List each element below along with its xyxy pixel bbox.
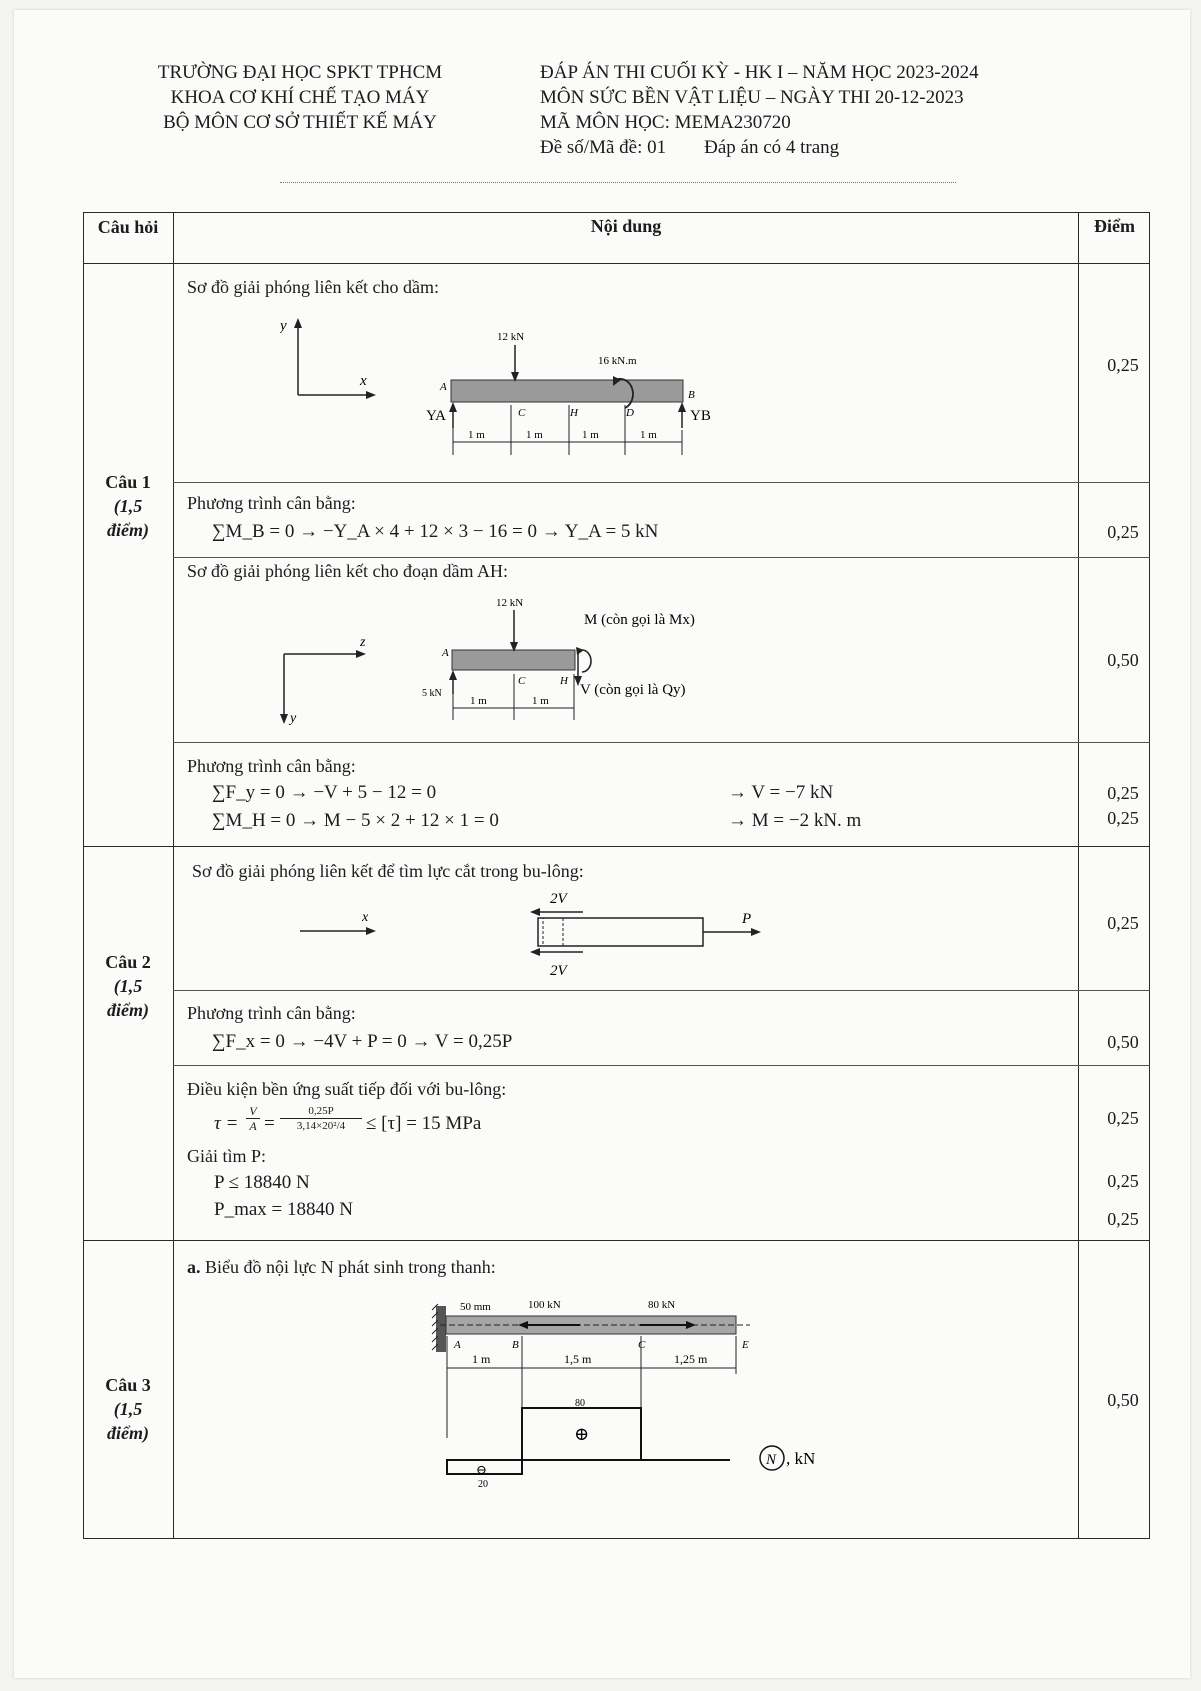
bar-span-2: 1,5 m — [564, 1352, 592, 1366]
moment-label: 16 kN.m — [598, 355, 637, 367]
segment-load-label: 12 kN — [496, 597, 524, 609]
page-count: Đáp án có 4 trang — [704, 137, 840, 158]
bar-span-3: 1,25 m — [674, 1352, 708, 1366]
q2-s4-title: Giải tìm P: — [187, 1146, 267, 1166]
minus-sign-icon: ⊖ — [476, 1462, 487, 1477]
reaction-b-label: YB — [690, 408, 711, 424]
department-name: BỘ MÔN CƠ SỞ THIẾT KẾ MÁY — [163, 112, 437, 133]
internal-moment-arrow-icon — [576, 647, 584, 655]
q1-s2-score: 0,25 — [1107, 522, 1139, 542]
bolt-head — [543, 918, 563, 946]
shear-bottom-arrow-icon — [530, 948, 540, 956]
q3-label: Câu 3 (1,5 điểm) — [105, 1375, 151, 1443]
q1-s3-score: 0,50 — [1107, 650, 1139, 670]
diagram-value-80: 80 — [575, 1398, 585, 1409]
bolt-body — [538, 918, 703, 946]
q2-s4-eq2: P_max = 18840 N — [214, 1199, 353, 1220]
row-line — [173, 990, 1150, 991]
row-line — [173, 557, 1150, 558]
y-axis-arrow-icon — [294, 318, 302, 328]
q2-s1-score: 0,25 — [1107, 913, 1139, 933]
university-name: TRƯỜNG ĐẠI HỌC SPKT TPHCM — [157, 62, 443, 83]
point-d: D — [626, 407, 634, 419]
bar-point-e: E — [742, 1339, 749, 1351]
col-divider-2 — [1078, 212, 1079, 1539]
shear-top-arrow-icon — [530, 908, 540, 916]
point-c: C — [518, 407, 526, 419]
q1-s1-score: 0,25 — [1107, 355, 1139, 375]
q1-s4-res1: → V = −7 kN — [728, 782, 834, 803]
q1-s2-equation: ∑M_B = 0 → −Y_A × 4 + 12 × 3 − 16 = 0 → Y_A = 5 kN — [212, 521, 659, 542]
row-line — [173, 742, 1150, 743]
row-line — [173, 1065, 1150, 1066]
shear-label-v: V (còn gọi là Qy) — [580, 682, 686, 698]
q1-s4-title: Phương trình cân bằng: — [187, 756, 356, 776]
header-content: Nội dung — [590, 216, 662, 236]
q2-bolt-diagram — [290, 885, 770, 985]
internal-moment-arc — [582, 650, 591, 672]
axis-z-label: z — [360, 635, 366, 650]
span-3: 1 m — [582, 429, 599, 441]
q2-s4-score2: 0,25 — [1107, 1209, 1139, 1229]
span-1: 1 m — [468, 429, 485, 441]
q2-s3-score: 0,25 — [1107, 1108, 1139, 1128]
segment-beam — [452, 650, 575, 670]
bar-span-1: 1 m — [472, 1352, 491, 1366]
q1-beam-diagram — [280, 310, 730, 475]
q2-s2-equation: ∑F_x = 0 → −4V + P = 0 → V = 0,25P — [212, 1031, 513, 1052]
shear-bottom-label: 2V — [550, 963, 567, 979]
z-axis-arrow-icon — [356, 650, 366, 658]
q3-s1-score: 0,50 — [1107, 1390, 1139, 1410]
q1-s4-eq1: ∑F_y = 0 → −V + 5 − 12 = 0 — [212, 782, 437, 803]
plus-sign-icon: ⊕ — [574, 1424, 590, 1444]
q3-s1-title: a. Biểu đồ nội lực N phát sinh trong thanh: — [187, 1257, 496, 1277]
diagram-unit: , kN — [786, 1449, 816, 1468]
q1-s2-title: Phương trình cân bằng: — [187, 493, 356, 513]
q2-s4-eq1: P ≤ 18840 N — [214, 1172, 310, 1193]
frac1-den: A — [249, 1119, 257, 1133]
span-4: 1 m — [640, 429, 657, 441]
question-line — [83, 846, 1150, 847]
seg-point-a: A — [442, 647, 449, 659]
q2-s4-score1: 0,25 — [1107, 1171, 1139, 1191]
q2-s2-score: 0,50 — [1107, 1032, 1139, 1052]
q3-bar-diagram — [430, 1290, 870, 1500]
course-date: MÔN SỨC BỀN VẬT LIỆU – NGÀY THI 20-12-2023 — [540, 87, 964, 108]
course-code: MÃ MÔN HỌC: MEMA230720 — [540, 112, 791, 133]
header-score: Điểm — [1094, 216, 1135, 236]
header-row-line — [83, 263, 1150, 264]
q2-label: Câu 2 (1,5 điểm) — [105, 952, 151, 1020]
x-axis-arrow-icon — [366, 927, 376, 935]
row-line — [173, 482, 1150, 483]
segment-reaction-label: 5 kN — [422, 688, 442, 699]
exam-header — [540, 60, 1120, 160]
seg-point-c: C — [518, 675, 526, 687]
load-label: 12 kN — [497, 331, 525, 343]
y-axis-down-arrow-icon — [280, 714, 288, 724]
q2-s2-title: Phương trình cân bằng: — [187, 1003, 356, 1023]
faculty-name: KHOA CƠ KHÍ CHẾ TẠO MÁY — [170, 87, 430, 108]
axis-x-label: x — [360, 373, 367, 389]
s3-tail: ≤ [τ] = 15 MPa — [366, 1113, 482, 1134]
bar-point-a: A — [454, 1339, 461, 1351]
exam-title: ĐÁP ÁN THI CUỐI KỲ - HK I – NĂM HỌC 2023-2024 — [540, 62, 979, 83]
reaction-a-label: YA — [426, 408, 447, 424]
shear-top-label: 2V — [550, 891, 567, 907]
axis-y-label: y — [280, 318, 287, 334]
load-100-label: 100 kN — [528, 1299, 561, 1311]
load-80-label: 80 kN — [648, 1299, 676, 1311]
q2-s3-title: Điều kiện bền ứng suất tiếp đối với bu-lông: — [187, 1079, 507, 1099]
header-divider — [280, 182, 956, 183]
seg-point-h: H — [560, 675, 568, 687]
bolt-axis-label: x — [362, 910, 369, 925]
frac2-den: 3,14×20²/4 — [296, 1120, 346, 1132]
q1-s3-title: Sơ đồ giải phóng liên kết cho đoạn dầm AH: — [187, 561, 508, 581]
q1-label: Câu 1 (1,5 điểm) — [105, 472, 151, 540]
force-p-arrow-icon — [751, 928, 761, 936]
q1-s4-score2: 0,25 — [1107, 808, 1139, 828]
header-question: Câu hỏi — [97, 217, 159, 237]
diagram-value-20: 20 — [478, 1479, 488, 1490]
seg-span-2: 1 m — [532, 695, 549, 707]
point-b: B — [688, 389, 695, 401]
q1-s4-res2: → M = −2 kN. m — [728, 810, 862, 831]
x-axis-arrow-icon — [366, 391, 376, 399]
q2-s1-title: Sơ đồ giải phóng liên kết để tìm lực cắt trong bu-lông: — [192, 861, 584, 881]
point-a: A — [440, 381, 447, 393]
q1-s4-eq2: ∑M_H = 0 → M − 5 × 2 + 12 × 1 = 0 — [212, 810, 499, 831]
axis-y-label2: y — [290, 711, 297, 726]
seg-span-1: 1 m — [470, 695, 487, 707]
span-2: 1 m — [526, 429, 543, 441]
diagram-label-n: N — [766, 1452, 777, 1468]
frac1-num: V — [246, 1104, 260, 1119]
bar-diameter-label: 50 mm — [460, 1301, 491, 1313]
col-divider-1 — [173, 212, 174, 1539]
beam — [451, 380, 683, 402]
force-p-label: P — [742, 911, 752, 927]
q1-s4-score1: 0,25 — [1107, 783, 1139, 803]
bar-point-b: B — [512, 1339, 519, 1351]
moment-label-m: M (còn gọi là Mx) — [584, 612, 695, 628]
frac2-num: 0,25P — [280, 1104, 362, 1119]
question-line — [83, 1240, 1150, 1241]
bar-point-c: C — [638, 1339, 646, 1351]
q1-s1-title: Sơ đồ giải phóng liên kết cho dầm: — [187, 277, 439, 297]
q1-segment-diagram — [270, 590, 750, 735]
reaction-b-arrow-icon — [678, 402, 686, 412]
point-h: H — [570, 407, 578, 419]
exam-code: Đề số/Mã đề: 01 — [540, 137, 667, 158]
institution-header — [135, 60, 465, 135]
exam-meta — [540, 135, 1120, 160]
